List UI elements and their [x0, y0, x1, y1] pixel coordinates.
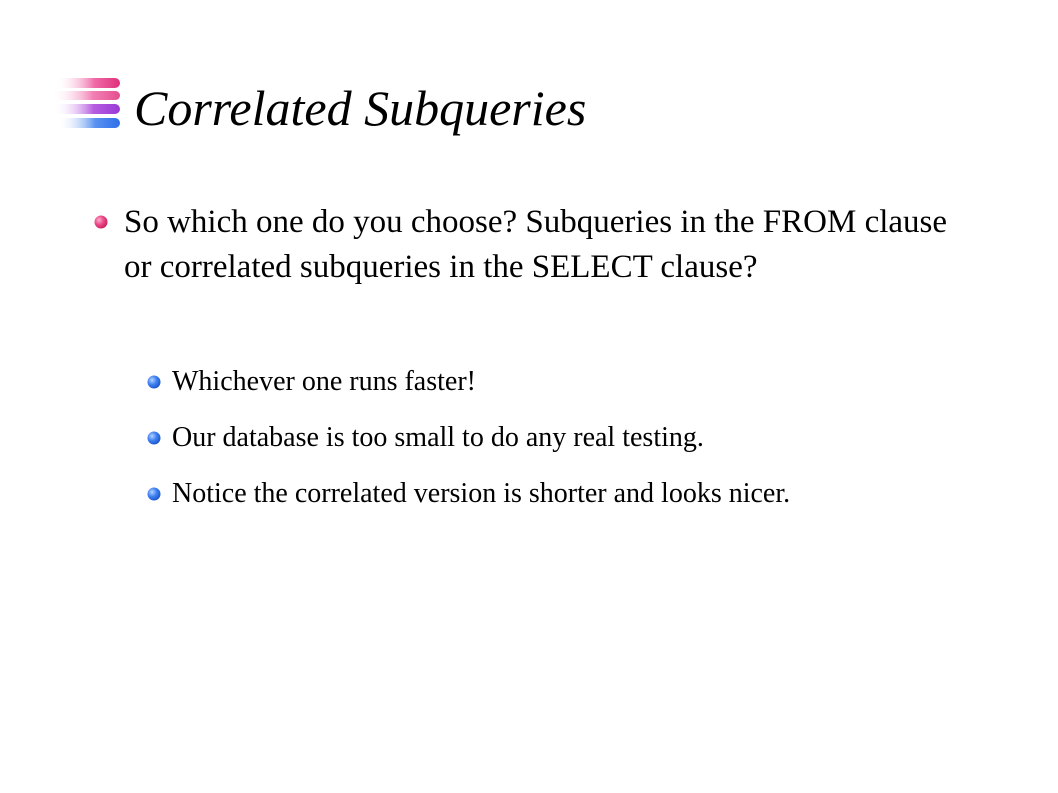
blue-bullet-icon	[146, 486, 162, 502]
main-bullet-text: So which one do you choose? Subqueries in the FROM clause or correlated subqueries in the SELECT clause?	[124, 204, 948, 285]
sub-bullet-text: Whichever one runs faster!	[172, 366, 476, 397]
stacked-gradient-bars-icon	[52, 72, 124, 140]
blue-bullet-icon	[146, 374, 162, 390]
blue-bullet-icon	[146, 430, 162, 446]
sub-bullet-text: Notice the correlated version is shorter and looks nicer.	[172, 478, 791, 509]
slide-title: Correlated Subqueries	[134, 80, 587, 136]
sub-bullet-text: Our database is too small to do any real testing.	[172, 422, 704, 453]
pink-bullet-icon	[93, 214, 109, 230]
